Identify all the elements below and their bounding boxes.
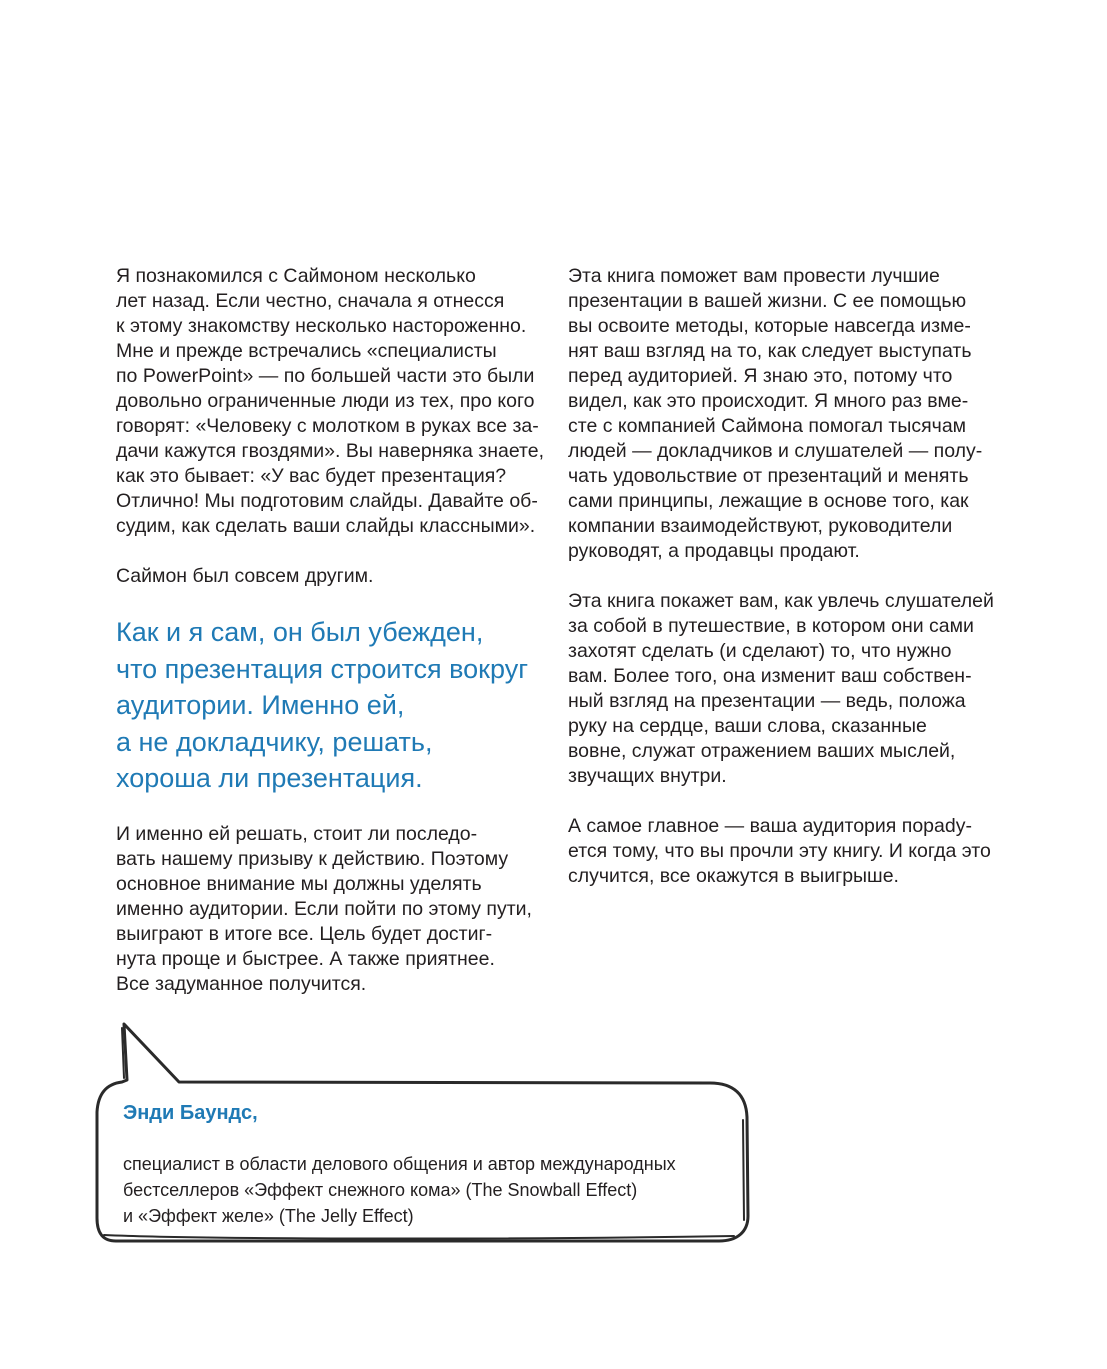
- text-line: И именно ей решать, стоит ли последо-: [116, 822, 478, 845]
- quote-line: что презентация строится вокруг: [116, 653, 529, 684]
- text-line: по PowerPoint» — по большей части это были: [116, 365, 535, 387]
- text-line: как это бывает: «У вас будет презентация?: [116, 465, 507, 487]
- text-line: А самое главное — ваша аудитория порadу-: [568, 815, 972, 837]
- text-line: компании взаимодействуют, руководители: [568, 515, 953, 537]
- text-line: лет назад. Если честно, сначала я отнесся: [116, 290, 505, 312]
- text-line: Все задуманное получится.: [116, 972, 367, 995]
- left-paragraph-1: [116, 264, 548, 539]
- text-line: вы освоите методы, которые навсегда изме-: [568, 315, 971, 337]
- text-line: дачи кажутся гвоздями». Вы наверняка знаете,: [116, 440, 544, 462]
- text-line: Мне и прежде встречались «специалисты: [116, 340, 497, 362]
- text-line: людей — докладчиков и слушателей — полу-: [568, 440, 983, 462]
- text-line: вовне, служат отражением ваших мыслей,: [568, 740, 956, 762]
- text-line: Саймон был совсем другим.: [116, 565, 374, 587]
- text-line: видел, как это происходит. Я много раз вме-: [568, 390, 969, 412]
- text-line: Я познакомился с Саймоном несколько: [116, 265, 476, 287]
- text-line: сте с компанией Саймона помогал тысячам: [568, 415, 967, 437]
- text-line: нят ваш взгляд на то, как следует выступать: [568, 340, 972, 362]
- right-paragraph-1: [568, 264, 998, 564]
- text-line: сами принципы, лежащие в основе того, как: [568, 490, 969, 512]
- right-paragraph-2: [568, 589, 998, 789]
- text-line: выиграют в итоге все. Цель будет достиг-: [116, 922, 493, 945]
- text-line: ется тому, что вы прочли эту книгу. И когда это: [568, 840, 991, 862]
- quote-line: аудитории. Именно ей,: [116, 690, 405, 720]
- right-column: [568, 264, 998, 914]
- text-line: за собой в путешествие, в котором они сами: [568, 615, 974, 637]
- author-description: [123, 1151, 743, 1229]
- text-line: вать нашему призыву к действию. Поэтому: [116, 847, 509, 870]
- left-paragraph-3: [116, 822, 548, 997]
- text-line: основное внимание мы должны уделять: [116, 872, 482, 895]
- text-line: говорят: «Человеку с молотком в руках все за-: [116, 415, 539, 437]
- quote-line: хороша ли презентация.: [116, 763, 423, 793]
- text-line: захотят сделать (и сделают) то, что нужно: [568, 640, 952, 662]
- text-line: нута проще и быстрее. А также приятнее.: [116, 947, 495, 970]
- author-description-line: специалист в области делового общения и автор международных: [123, 1154, 676, 1174]
- author-name: Энди Баундс,: [123, 1102, 258, 1124]
- right-paragraph-3: [568, 814, 998, 889]
- quote-line: а не докладчику, решать,: [116, 726, 433, 757]
- text-line: случится, все окажутся в выигрыше.: [568, 865, 899, 887]
- left-paragraph-2: [116, 564, 548, 589]
- text-line: Эта книга поможет вам провести лучшие: [568, 265, 940, 287]
- text-line: перед аудиторией. Я знаю это, потому что: [568, 365, 953, 387]
- text-line: чать удовольствие от презентаций и менять: [568, 465, 969, 487]
- pull-quote: [116, 614, 548, 797]
- text-line: именно аудитории. Если пойти по этому пути,: [116, 897, 532, 920]
- text-line: руководят, а продавцы продают.: [568, 540, 860, 562]
- text-line: звучащих внутри.: [568, 765, 727, 787]
- text-line: вам. Более того, она изменит ваш собствен-: [568, 665, 972, 687]
- text-line: ный взгляд на презентации — ведь, положа: [568, 690, 966, 712]
- text-line: судим, как сделать ваши слайды классными».: [116, 515, 536, 537]
- text-line: довольно ограниченные люди из тех, про кого: [116, 390, 535, 412]
- text-line: Эта книга покажет вам, как увлечь слушателей: [568, 590, 994, 612]
- text-line: презентации в вашей жизни. С ее помощью: [568, 290, 967, 312]
- quote-line: Как и я сам, он был убежден,: [116, 617, 484, 647]
- text-line: руку на сердце, ваши слова, сказанные: [568, 715, 927, 737]
- text-line: Отлично! Мы подготовим слайды. Давайте об-: [116, 490, 538, 512]
- author-description-line: бестселлеров «Эффект снежного кома» (The Snowball Effect): [123, 1180, 638, 1200]
- author-description-line: и «Эффект желе» (The Jelly Effect): [123, 1206, 414, 1226]
- text-line: к этому знакомству несколько настороженно.: [116, 315, 527, 337]
- left-column: [116, 264, 548, 1022]
